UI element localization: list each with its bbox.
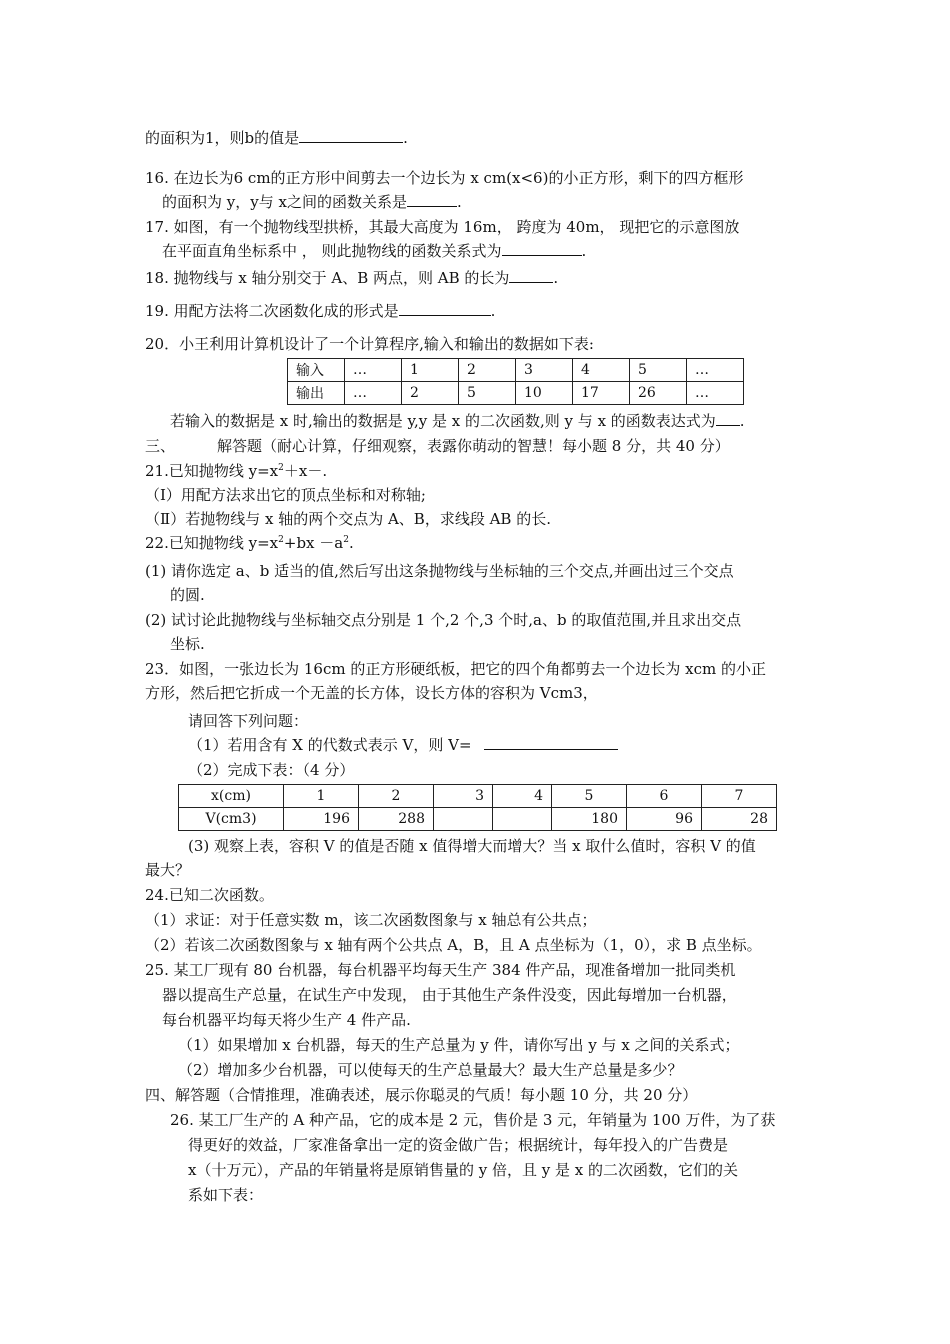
q15-tail: 的面积为1，则b的值是 . <box>145 129 408 147</box>
q22-stem: 22.已知抛物线 $y=x^2+bx -a^2$. <box>145 534 354 552</box>
answer-blank[interactable] <box>502 241 582 256</box>
q20-intro: 20．小王利用计算机设计了一个计算程序,输入和输出的数据如下表: <box>145 335 594 353</box>
q20-after: 若输入的数据是 x 时,输出的数据是 y,y 是 x 的二次函数,则 y 与 x 的函数表达式为 . <box>170 412 745 430</box>
q23-line3: 请回答下列问题： <box>188 712 309 730</box>
table-row: x(cm) 1 2 3 4 5 6 7 <box>179 785 777 808</box>
q24-part1: （1）求证：对于任意实数 m，该二次函数图象与 x 轴总有公共点； <box>145 911 597 929</box>
q23-part1: （1）若用含有 X 的代数式表示 V，则 V= <box>188 735 618 755</box>
q26-line4: 系如下表： <box>188 1186 264 1204</box>
table-row: V(cm3) 196 288 180 96 28 <box>179 808 777 831</box>
q26-line2: 得更好的效益，厂家准备拿出一定的资金做广告；根据统计，每年投入的广告费是 <box>188 1136 729 1154</box>
q23-part2: （2）完成下表：（4 分） <box>188 761 355 779</box>
q26-line1: 26. 某工厂生产的 A 种产品，它的成本是 2 元，售价是 3 元，年销量为 100 万件，为了获 <box>170 1111 776 1129</box>
q24-part2: （2）若该二次函数图象与 x 轴有两个公共点 A，B，且 A 点坐标为（1，0），求 B 点坐标。 <box>145 936 762 954</box>
q25-line1: 25. 某工厂现有 80 台机器，每台机器平均每天生产 384 件产品，现准备增加一批同类机 <box>145 961 736 979</box>
q17-line1: 17. 如图，有一个抛物线型拱桥，其最大高度为 16m， 跨度为 40m， 现把它的示意图放 <box>145 218 740 236</box>
table-row: 输入 … 1 2 3 4 5 … <box>288 359 744 382</box>
q21-stem: 21.已知抛物线 $y=x^2+x-$. <box>145 462 328 480</box>
answer-blank[interactable] <box>509 268 553 283</box>
answer-blank[interactable] <box>407 192 457 207</box>
q21-part1: （Ⅰ）用配方法求出它的顶点坐标和对称轴; <box>145 486 426 504</box>
answer-blank[interactable] <box>399 301 491 316</box>
q23-part3a: (3) 观察上表，容积 V 的值是否随 x 值得增大而增大？当 x 取什么值时，容积 V 的值 <box>188 837 756 855</box>
q23-line1: 23．如图，一张边长为 16cm 的正方形硬纸板，把它的四个角都剪去一个边长为 xcm 的小正 <box>145 660 766 678</box>
q19: 19. 用配方法将二次函数化成的形式是 . <box>145 302 496 320</box>
q16-line2: 的面积为 y，y与 x之间的函数关系是 . <box>162 193 462 211</box>
answer-blank[interactable] <box>299 128 403 143</box>
q23-table <box>178 784 777 831</box>
q25-part1: （1）如果增加 x 台机器，每天的生产总量为 y 件，请你写出 y 与 x 之间的关系式； <box>178 1036 740 1054</box>
q23-part3b: 最大？ <box>145 861 191 879</box>
answer-blank[interactable] <box>716 411 740 426</box>
q20-table <box>287 358 744 405</box>
q26-line3: x（十万元），产品的年销量将是原销售量的 y 倍，且 y 是 x 的二次函数，它们的关 <box>188 1161 738 1179</box>
answer-blank[interactable] <box>484 735 618 750</box>
q23-line2: 方形，然后把它折成一个无盖的长方体，设长方体的容积为 Vcm3， <box>145 684 598 702</box>
q25-line3: 每台机器平均每天将少生产 4 件产品. <box>162 1011 411 1029</box>
section-3-heading: 三、 解答题（耐心计算，仔细观察，表露你萌动的智慧！每小题 8 分，共 40 分） <box>145 437 730 455</box>
q25-line2: 器以提高生产总量，在试生产中发现， 由于其他生产条件没变，因此每增加一台机器， <box>162 986 737 1004</box>
section-4-heading: 四、解答题（合情推理，准确表述，展示你聪灵的气质！每小题 10 分，共 20 分） <box>145 1086 698 1104</box>
q22-part2b: 坐标. <box>170 635 205 653</box>
q22-part1a: (1) 请你选定 a、b 适当的值,然后写出这条抛物线与坐标轴的三个交点,并画出过三个交点 <box>145 562 734 580</box>
q24-stem: 24.已知二次函数。 <box>145 886 274 904</box>
q22-part1b: 的圆. <box>170 586 205 604</box>
q18: 18. 抛物线与 x 轴分别交于 A、B 两点，则 AB 的长为 . <box>145 269 559 287</box>
table-row: 输出 … 2 5 10 17 26 … <box>288 382 744 405</box>
q16-line1: 16. 在边长为6 cm的正方形中间剪去一个边长为 x cm(x<6)的小正方形，剩下的四方框形 <box>145 169 744 187</box>
q22-part2a: (2) 试讨论此抛物线与坐标轴交点分别是 1 个,2 个,3 个时,a、b 的取值范围,并且求出交点 <box>145 611 742 629</box>
q17-line2: 在平面直角坐标系中 ， 则此抛物线的函数关系式为 . <box>162 242 587 260</box>
q25-part2: （2）增加多少台机器，可以使每天的生产总量最大？最大生产总量是多少？ <box>178 1061 683 1079</box>
q21-part2: （Ⅱ）若抛物线与 x 轴的两个交点为 A、B，求线段 AB 的长. <box>145 510 551 528</box>
